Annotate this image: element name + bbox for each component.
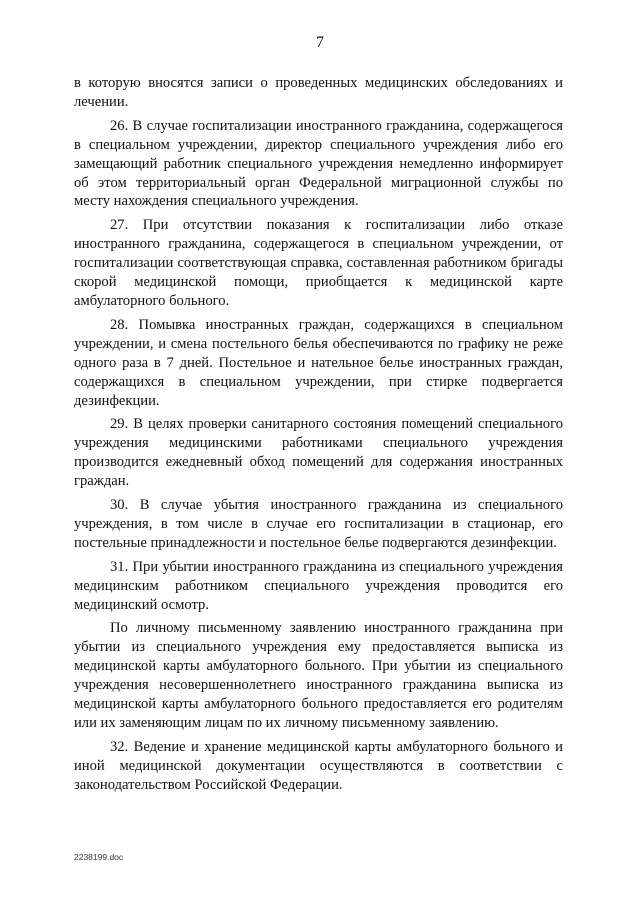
paragraph-31: 31. При убытии иностранного гражданина из специального учреждения медицинским работником специального учреждения проводится его медицинский осмотр.	[74, 558, 563, 613]
document-file-code: 2238199.doc	[74, 852, 124, 862]
paragraph-32: 32. Ведение и хранение медицинской карты амбулаторного больного и иной медицинской документации осуществляются в соответствии с законодательством Российской Федерации.	[74, 738, 563, 793]
document-body	[74, 74, 563, 800]
paragraph-29: 29. В целях проверки санитарного состояния помещений специального учреждения медицинскими работниками специального учреждения производится ежедневный обход помещений для содержания иностранных граждан.	[74, 416, 563, 490]
paragraph-31-extract: По личному письменному заявлению иностранного гражданина при убытии из специального учреждения ему предоставляется выписка из медицинской карты амбулаторного больного. При убытии из специального учреждения несовершеннолетнего иностранного гражданина выписка из медицинской карты амбулаторного больного предоставляется его родителям или их заменяющим лицам по их личному письменному заявлению.	[74, 620, 563, 731]
paragraph-28: 28. Помывка иностранных граждан, содержащихся в специальном учреждении, и смена постельного белья обеспечиваются по графику не реже одного раза в 7 дней. Постельное и нательное белье иностранных граждан, содержащихся в специальном учреждении, при стирке подвергается дезинфекции.	[74, 316, 563, 409]
paragraph-27: 27. При отсутствии показания к госпитализации либо отказе иностранного гражданина, содержащегося в специальном учреждении, от госпитализации соответствующая справка, составленная работником бригады скорой медицинской помощи, приобщается к медицинской карте амбулаторного больного.	[74, 217, 563, 309]
page-number: 7	[316, 34, 324, 51]
paragraph-26: 26. В случае госпитализации иностранного гражданина, содержащегося в специальном учреждении, директор специального учреждения либо его замещающий работник специального учреждения немедленно информирует об этом территориальный орган Федеральной миграционной службы по месту нахождения специального учреждения.	[74, 117, 563, 210]
paragraph-30: 30. В случае убытия иностранного гражданина из специального учреждения, в том числе в случае его госпитализации в стационар, его постельные принадлежности и постельное белье подвергаются дезинфекции.	[74, 497, 563, 551]
paragraph-continuation: в которую вносятся записи о проведенных медицинских обследованиях и лечении.	[74, 75, 563, 110]
